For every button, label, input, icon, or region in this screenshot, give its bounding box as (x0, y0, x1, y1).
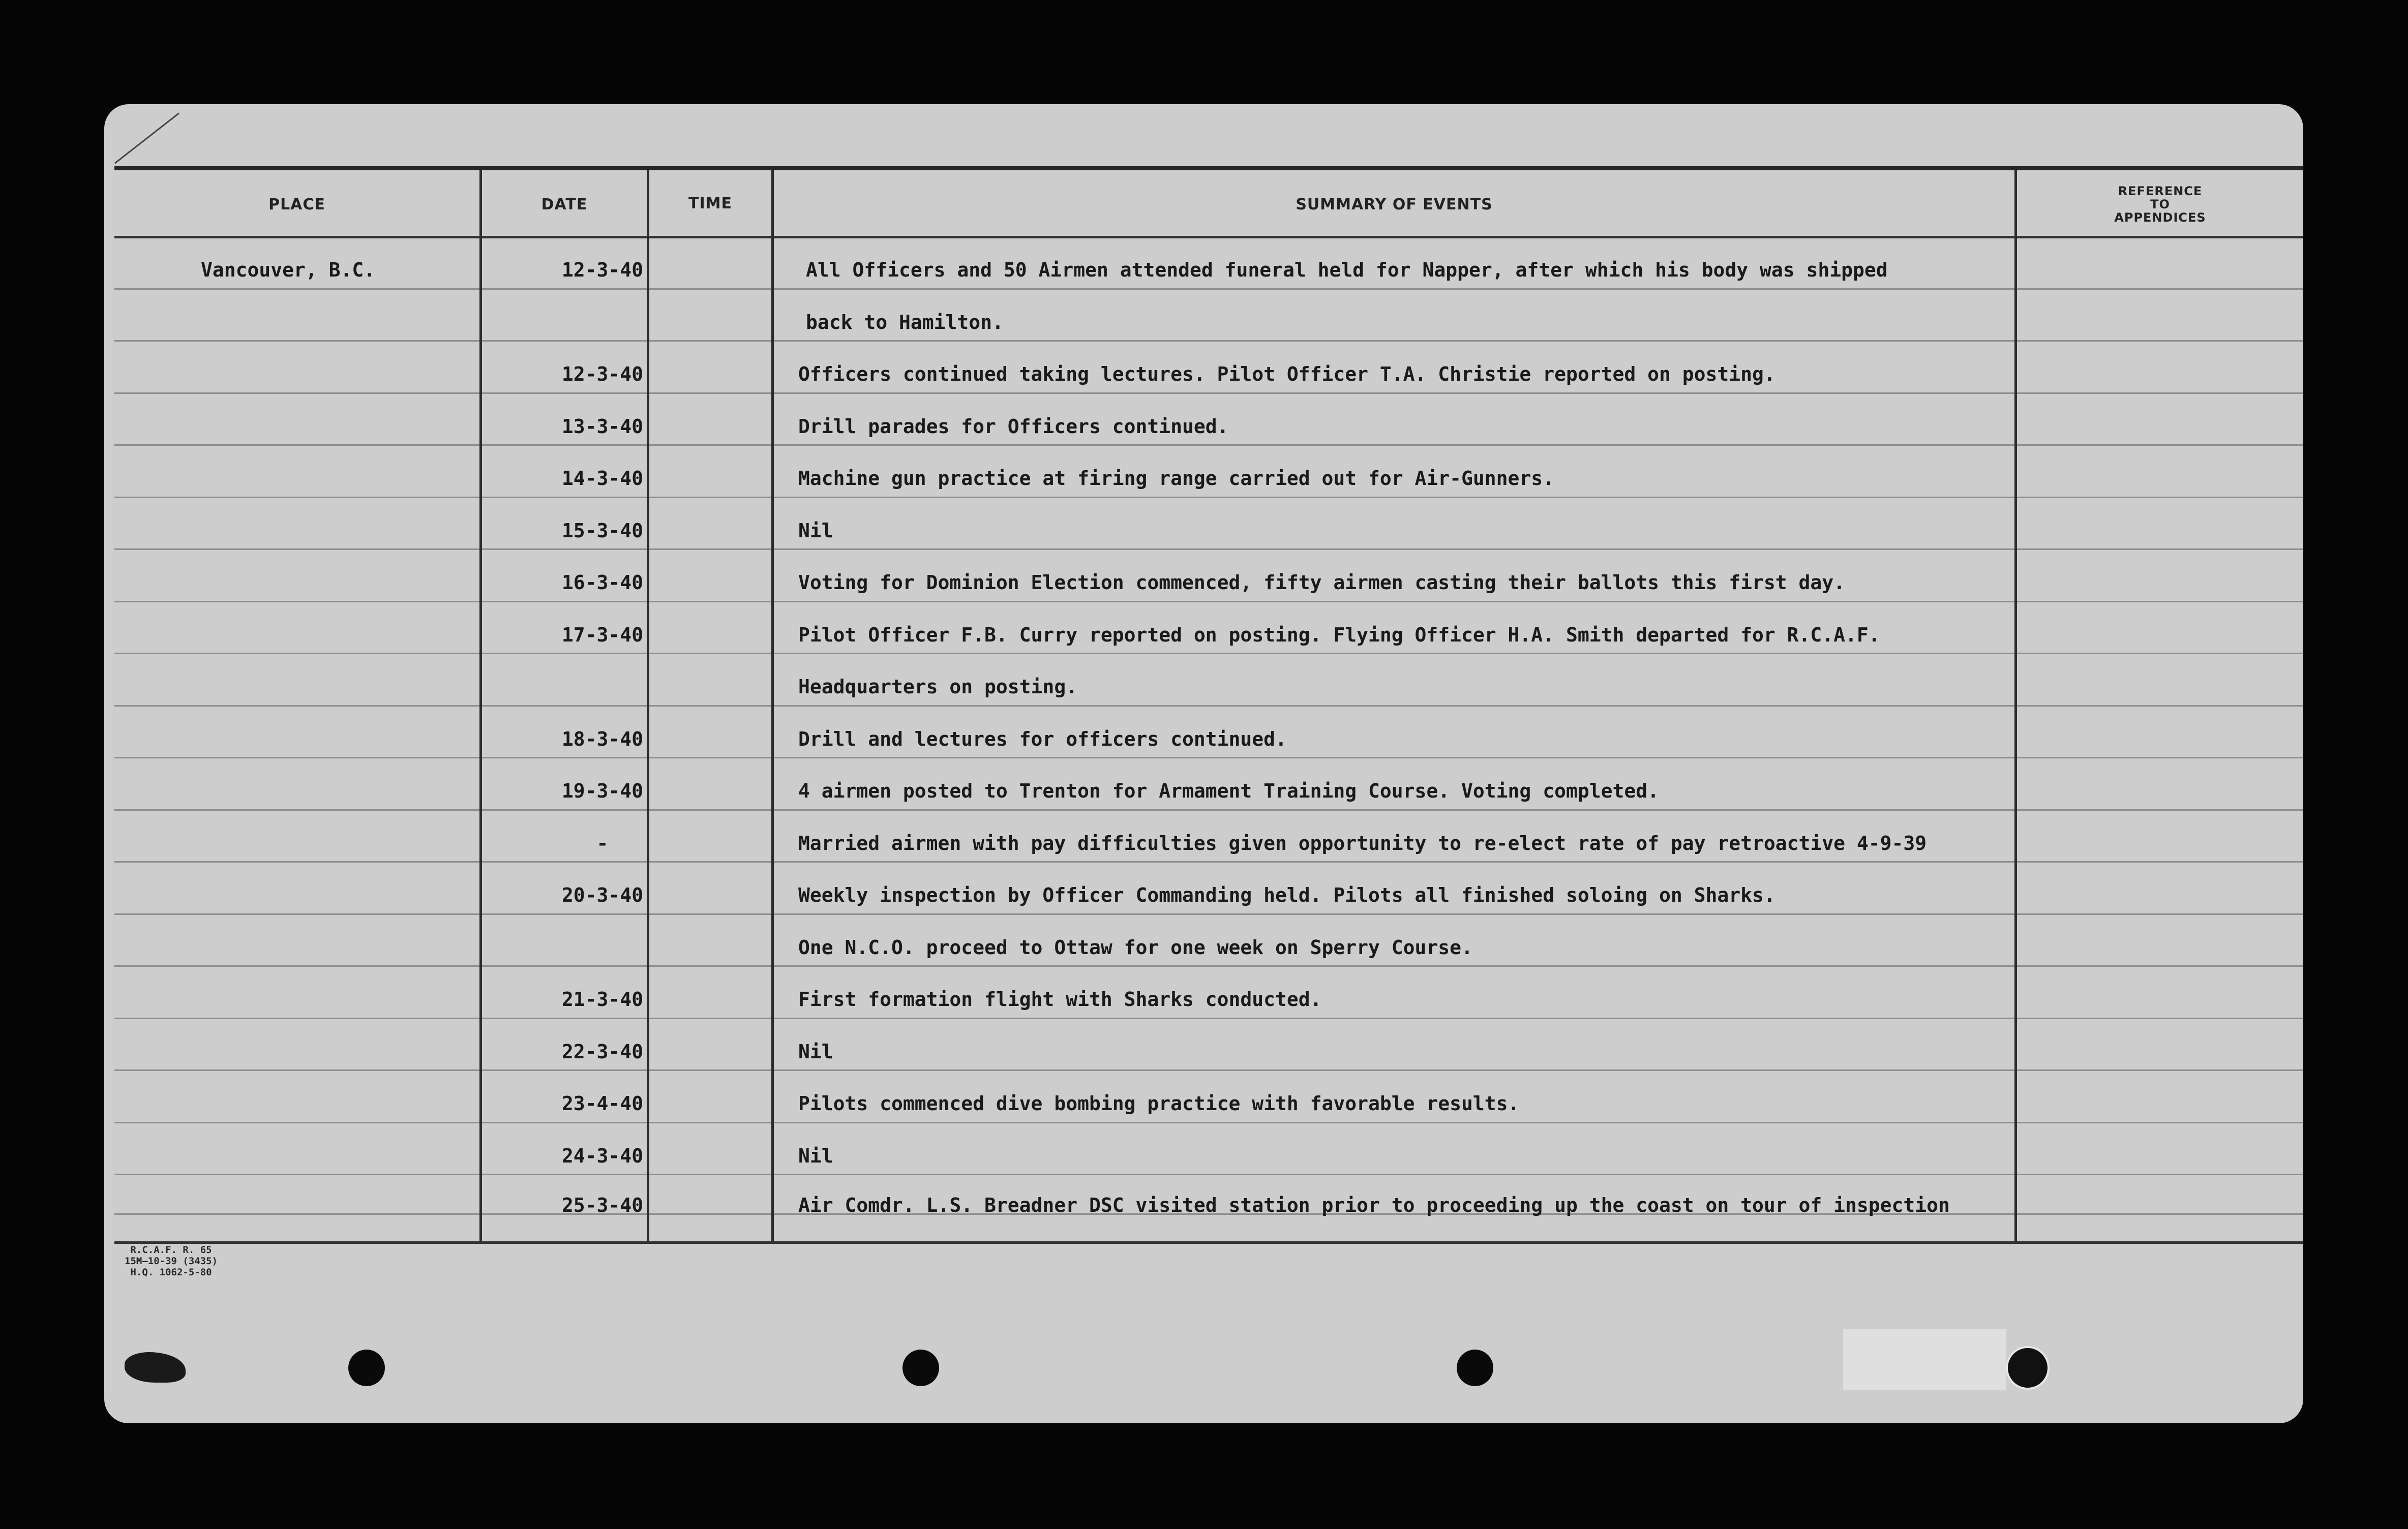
date-cell: 24-3-40 (561, 1145, 644, 1167)
date-cell: 12-3-40 (561, 363, 644, 385)
ruled-line (114, 548, 2303, 550)
punch-hole (902, 1350, 939, 1386)
summary-cell: Air Comdr. L.S. Breadner DSC visited station prior to proceeding up the coast on tour of inspection (798, 1194, 1950, 1216)
punch-hole (2006, 1346, 2050, 1390)
date-cell: 20-3-40 (561, 884, 644, 906)
table-bottom-border (114, 1241, 2303, 1244)
daily-diary-table (114, 166, 2303, 1244)
date-cell: 13-3-40 (561, 415, 644, 438)
summary-cell: Pilots commenced dive bombing practice with favorable results. (798, 1092, 1520, 1115)
header-reference (2017, 185, 2303, 224)
ruled-line (114, 653, 2303, 654)
form-code (125, 1244, 218, 1278)
ruled-line (114, 444, 2303, 446)
date-cell: 18-3-40 (561, 728, 644, 750)
ruled-line (114, 1174, 2303, 1175)
header-date: DATE (541, 196, 588, 213)
corner-mark (114, 112, 179, 164)
summary-cell: Pilot Officer F.B. Curry reported on posting. Flying Officer H.A. Smith departed for R.C.A.F. (798, 624, 1880, 646)
ruled-line (114, 392, 2303, 394)
header-reference-line1: REFERENCE (2118, 184, 2203, 198)
place-cell: Vancouver, B.C. (201, 259, 376, 281)
summary-cell: Weekly inspection by Officer Commanding held. Pilots all finished soloing on Sharks. (798, 884, 1775, 906)
ruled-line (114, 1122, 2303, 1123)
summary-cell: All Officers and 50 Airmen attended funeral held for Napper, after which his body was shipped (806, 259, 1888, 281)
summary-cell: back to Hamilton. (806, 311, 1004, 333)
header-place: PLACE (268, 196, 325, 213)
punch-hole (348, 1350, 385, 1386)
column-divider-summary-reference (2014, 170, 2017, 1241)
column-divider-date-time (647, 170, 649, 1241)
header-summary: SUMMARY OF EVENTS (1296, 196, 1493, 213)
ruled-line (114, 757, 2303, 758)
ruled-line (114, 497, 2303, 498)
ruled-line (114, 913, 2303, 915)
form-code-line2: 15M—10-39 (3435) (125, 1256, 218, 1267)
ink-smudge (125, 1352, 186, 1383)
summary-cell: Headquarters on posting. (798, 676, 1078, 698)
date-cell: 23-4-40 (561, 1092, 644, 1115)
date-cell: 17-3-40 (561, 624, 644, 646)
date-cell: 19-3-40 (561, 780, 644, 802)
date-cell: 25-3-40 (561, 1194, 644, 1216)
header-reference-line2: TO (2150, 197, 2170, 211)
summary-cell: Drill and lectures for officers continued. (798, 728, 1287, 750)
date-cell: 22-3-40 (561, 1041, 644, 1063)
ruled-line (114, 288, 2303, 290)
ruled-line (114, 601, 2303, 602)
table-top-border (114, 166, 2303, 170)
summary-cell: Drill parades for Officers continued. (798, 415, 1229, 438)
date-cell: - (596, 832, 609, 854)
summary-cell: Nil (798, 1041, 833, 1063)
faded-label-patch (1843, 1329, 2006, 1390)
ruled-line (114, 340, 2303, 342)
header-reference-line3: APPENDICES (2114, 210, 2206, 225)
summary-cell: Machine gun practice at firing range carried out for Air-Gunners. (798, 467, 1555, 490)
summary-cell: Married airmen with pay difficulties given opportunity to re-elect rate of pay retroactive 4-9-39 (798, 832, 1927, 854)
header-time: TIME (688, 195, 732, 212)
form-code-line3: H.Q. 1062-5-80 (130, 1267, 212, 1278)
summary-cell: Officers continued taking lectures. Pilot Officer T.A. Christie reported on posting. (798, 363, 1775, 385)
date-cell: 12-3-40 (561, 259, 644, 281)
summary-cell: Nil (798, 519, 833, 542)
ruled-line (114, 1018, 2303, 1019)
column-divider-time-summary (771, 170, 774, 1241)
ruled-line (114, 1069, 2303, 1071)
punch-hole (1457, 1350, 1493, 1386)
date-cell: 14-3-40 (561, 467, 644, 490)
ruled-line (114, 965, 2303, 967)
summary-cell: 4 airmen posted to Trenton for Armament Training Course. Voting completed. (798, 780, 1659, 802)
summary-cell: Voting for Dominion Election commenced, fifty airmen casting their ballots this first day. (798, 571, 1846, 594)
document-card (104, 104, 2303, 1423)
ruled-line (114, 705, 2303, 707)
header-rule (114, 236, 2303, 238)
ruled-line (114, 861, 2303, 863)
form-code-line1: R.C.A.F. R. 65 (130, 1244, 212, 1256)
column-divider-place-date (479, 170, 482, 1241)
summary-cell: One N.C.O. proceed to Ottaw for one week on Sperry Course. (798, 936, 1473, 959)
date-cell: 21-3-40 (561, 988, 644, 1011)
summary-cell: Nil (798, 1145, 833, 1167)
date-cell: 15-3-40 (561, 519, 644, 542)
summary-cell: First formation flight with Sharks conducted. (798, 988, 1322, 1011)
date-cell: 16-3-40 (561, 571, 644, 594)
ruled-line (114, 809, 2303, 811)
